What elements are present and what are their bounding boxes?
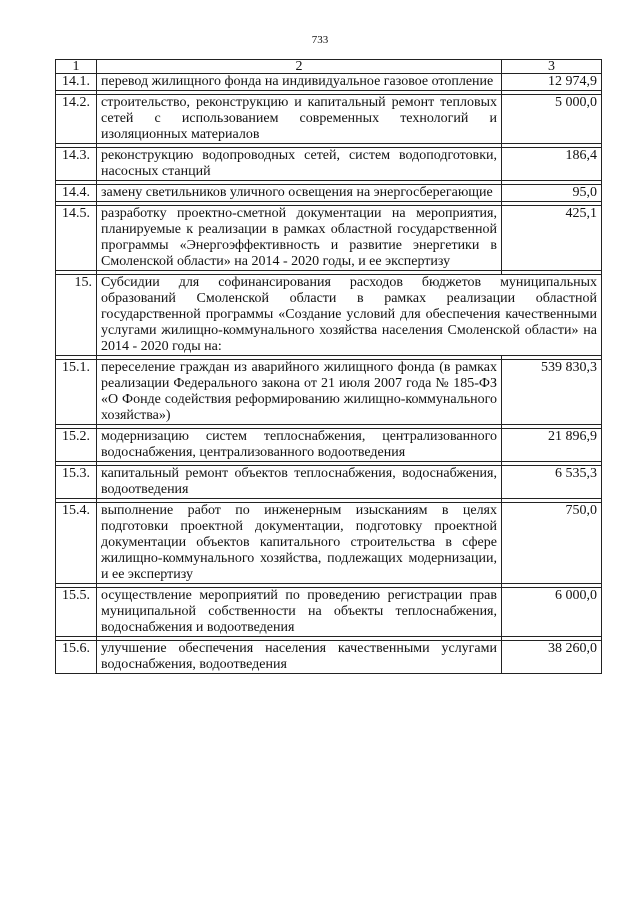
row-amount: 6 535,3	[502, 466, 602, 499]
row-number: 14.5.	[56, 206, 97, 271]
row-amount: 750,0	[502, 503, 602, 584]
table-row	[56, 148, 602, 181]
row-number: 15.1.	[56, 360, 97, 425]
column-header-1: 1	[56, 60, 97, 74]
column-header-2: 2	[97, 60, 502, 74]
page-number: 733	[311, 34, 329, 46]
row-description: улучшение обеспечения населения качественными услугами водоснабжения, водоотведения	[97, 641, 502, 674]
table-row-section	[56, 275, 602, 356]
table-row	[56, 466, 602, 499]
row-number: 15.3.	[56, 466, 97, 499]
table-row	[56, 185, 602, 202]
table-row	[56, 95, 602, 144]
row-amount: 95,0	[502, 185, 602, 202]
row-number: 14.2.	[56, 95, 97, 144]
row-number: 15.6.	[56, 641, 97, 674]
column-header-3: 3	[502, 60, 602, 74]
row-amount: 12 974,9	[502, 74, 602, 91]
row-amount: 21 896,9	[502, 429, 602, 462]
row-number: 15.	[56, 275, 97, 356]
row-description: модернизацию систем теплоснабжения, централизованного водоснабжения, централизованного водоотведения	[97, 429, 502, 462]
row-amount: 186,4	[502, 148, 602, 181]
budget-table	[55, 59, 602, 674]
row-description: перевод жилищного фонда на индивидуальное газовое отопление	[97, 74, 502, 91]
table-row	[56, 641, 602, 674]
table-row	[56, 360, 602, 425]
row-description: разработку проектно-сметной документации на мероприятия, планируемые к реализации в рамках областной государственной программы «Энергоэффективность и развитие энергетики в Смоленской области» на 2014 - 2020 годы, и ее экспертизу	[97, 206, 502, 271]
row-description: капитальный ремонт объектов теплоснабжения, водоснабжения, водоотведения	[97, 466, 502, 499]
row-description: переселение граждан из аварийного жилищного фонда (в рамках реализации Федерального закона от 21 июля 2007 года № 185-ФЗ «О Фонде содействия реформированию жилищно-коммунального хозяйства»)	[97, 360, 502, 425]
row-amount: 5 000,0	[502, 95, 602, 144]
row-amount: 425,1	[502, 206, 602, 271]
row-description: строительство, реконструкцию и капитальный ремонт тепловых сетей с использованием современных технологий и изоляционных материалов	[97, 95, 502, 144]
row-number: 15.5.	[56, 588, 97, 637]
table-row	[56, 503, 602, 584]
row-number: 14.4.	[56, 185, 97, 202]
row-description: реконструкцию водопроводных сетей, систем водоподготовки, насосных станций	[97, 148, 502, 181]
row-number: 15.2.	[56, 429, 97, 462]
row-amount: 38 260,0	[502, 641, 602, 674]
row-number: 14.1.	[56, 74, 97, 91]
table-header-row	[56, 60, 602, 74]
row-number: 14.3.	[56, 148, 97, 181]
table-row	[56, 74, 602, 91]
row-number: 15.4.	[56, 503, 97, 584]
row-description: Субсидии для софинансирования расходов бюджетов муниципальных образований Смоленской области в рамках реализации областной государственной программы «Создание условий для обеспечения качественными услугами жилищно-коммунального хозяйства населения Смоленской области» на 2014 - 2020 годы на:	[97, 275, 602, 356]
table-row	[56, 429, 602, 462]
row-amount: 6 000,0	[502, 588, 602, 637]
row-amount: 539 830,3	[502, 360, 602, 425]
row-description: осуществление мероприятий по проведению регистрации прав муниципальной собственности на объекты теплоснабжения, водоснабжения и водоотведения	[97, 588, 502, 637]
table-row	[56, 206, 602, 271]
row-description: замену светильников уличного освещения на энергосберегающие	[97, 185, 502, 202]
row-description: выполнение работ по инженерным изысканиям в целях подготовки проектной документации, подготовку проектной документации объектов капитального строительства в сфере жилищно-коммунального хозяйства, подлежащих модернизации, и ее экспертизу	[97, 503, 502, 584]
table-row	[56, 588, 602, 637]
